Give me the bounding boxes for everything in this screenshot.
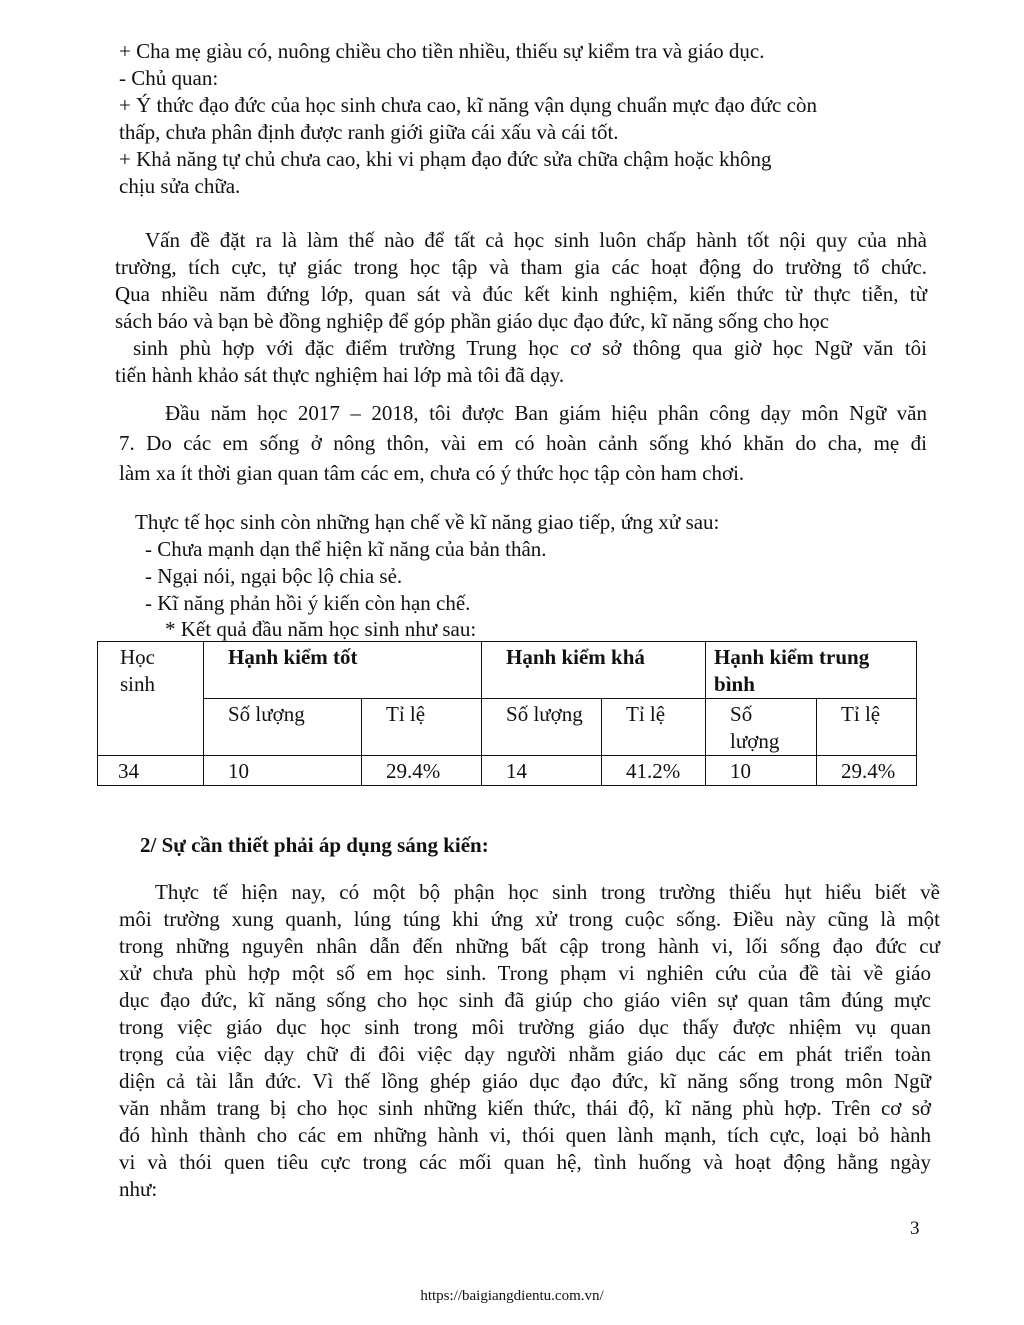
conduct-results-table <box>97 641 917 786</box>
problem-line: tiến hành khảo sát thực nghiệm hai lớp mà tôi đã dạy. <box>115 363 565 387</box>
problem-line: Qua nhiều năm đứng lớp, quan sát và đúc kết kinh nghiệm, kiến thức từ thực tiễn, từ <box>115 282 927 306</box>
header-good-conduct: Hạnh kiểm tốt <box>204 642 482 699</box>
cell-avg-count: 10 <box>706 756 817 786</box>
year-intro-line: làm xa ít thời gian quan tâm các em, chưa có ý thức học tập còn ham chơi. <box>119 461 745 485</box>
section-line: trọng của việc dạy chữ đi đôi việc dạy người nhằm giáo dục các em phát triển toàn <box>119 1042 931 1066</box>
cell-good-ratio: 29.4% <box>362 756 482 786</box>
subheader-ratio: Tỉ lệ <box>602 699 706 756</box>
section-line: trong những nguyên nhân dẫn đến những bất cập trong hành vi, lối sống đạo đức cư <box>119 934 940 958</box>
cause-line: chịu sửa chữa. <box>119 174 241 198</box>
section-line: diện cả tài lẫn đức. Vì thế lồng ghép giáo dục đạo đức, kĩ năng sống trong môn Ngữ <box>119 1069 931 1093</box>
section-line: môi trường xung quanh, lúng túng khi ứng xử trong cuộc sống. Điều này cũng là một <box>119 907 940 931</box>
subheader-ratio: Tỉ lệ <box>817 699 917 756</box>
section-line: xử chưa phù hợp một số em học sinh. Trong phạm vi nghiên cứu của đề tài về giáo <box>119 961 931 985</box>
problem-line: sinh phù hợp với đặc điểm trường Trung học cơ sở thông qua giờ học Ngữ văn tôi <box>133 336 927 360</box>
cell-good-count: 10 <box>204 756 362 786</box>
header-average-conduct: Hạnh kiểm trung bình <box>706 642 917 699</box>
subheader-count: Số lượng <box>204 699 362 756</box>
subheader-count: Số lượng <box>706 699 817 756</box>
cell-fair-ratio: 41.2% <box>602 756 706 786</box>
header-fair-conduct: Hạnh kiểm khá <box>482 642 706 699</box>
limits-intro: Thực tế học sinh còn những hạn chế về kĩ năng giao tiếp, ứng xử sau: <box>135 510 720 534</box>
limit-item: - Kĩ năng phản hồi ý kiến còn hạn chế. <box>145 591 471 615</box>
cell-fair-count: 14 <box>482 756 602 786</box>
problem-line: sách báo và bạn bè đồng nghiệp để góp phần giáo dục đạo đức, kĩ năng sống cho học <box>115 309 830 333</box>
section-line: như: <box>119 1177 158 1201</box>
problem-line: trường, tích cực, tự giác trong học tập và tham gia các hoạt động do trường tổ chức. <box>115 255 927 279</box>
cell-students: 34 <box>98 756 204 786</box>
cause-line: + Cha mẹ giàu có, nuông chiều cho tiền nhiều, thiếu sự kiểm tra và giáo dục. <box>119 39 765 63</box>
page-number: 3 <box>910 1218 920 1239</box>
year-intro-line: Đầu năm học 2017 – 2018, tôi được Ban giám hiệu phân công dạy môn Ngữ văn <box>165 401 927 425</box>
year-intro-line: 7. Do các em sống ở nông thôn, vài em có hoàn cảnh sống khó khăn do cha, mẹ đi <box>119 431 927 455</box>
limit-item: - Ngại nói, ngại bộc lộ chia sẻ. <box>145 564 403 588</box>
result-caption: * Kết quả đầu năm học sinh như sau: <box>165 617 477 641</box>
section-line: trong việc giáo dục học sinh trong môi trường giáo dục thấy được nhiệm vụ quan <box>119 1015 931 1039</box>
table-row <box>98 756 917 786</box>
problem-line: Vấn đề đặt ra là làm thế nào để tất cả học sinh luôn chấp hành tốt nội quy của nhà <box>145 228 927 252</box>
cause-line: thấp, chưa phân định được ranh giới giữa cái xấu và cái tốt. <box>119 120 619 144</box>
section-heading: 2/ Sự cần thiết phải áp dụng sáng kiến: <box>140 833 489 857</box>
cause-line: - Chủ quan: <box>119 66 219 90</box>
cause-line: + Khả năng tự chủ chưa cao, khi vi phạm đạo đức sửa chữa chậm hoặc không <box>119 147 772 171</box>
section-line: văn nhằm trang bị cho học sinh những kiến thức, thái độ, kĩ năng phù hợp. Trên cơ sở <box>119 1096 931 1120</box>
cause-line: + Ý thức đạo đức của học sinh chưa cao, kĩ năng vận dụng chuẩn mực đạo đức còn <box>119 93 817 117</box>
section-line: dục đạo đức, kĩ năng sống cho học sinh đã giúp cho giáo viên sự quan tâm đúng mực <box>119 988 931 1012</box>
cell-avg-ratio: 29.4% <box>817 756 917 786</box>
section-line: vi và thói quen tiêu cực trong các mối quan hệ, tình huống và hoạt động hằng ngày <box>119 1150 931 1174</box>
limit-item: - Chưa mạnh dạn thể hiện kĩ năng của bản thân. <box>145 537 547 561</box>
header-students: Học sinh <box>98 642 204 756</box>
footer-url[interactable]: https://baigiangdientu.com.vn/ <box>420 1288 604 1304</box>
subheader-count: Số lượng <box>482 699 602 756</box>
section-line: đó hình thành cho các em những hành vi, thói quen lành mạnh, tích cực, loại bỏ hành <box>119 1123 931 1147</box>
section-line: Thực tế hiện nay, có một bộ phận học sinh trong trường thiếu hụt hiểu biết về <box>155 880 940 904</box>
subheader-ratio: Tỉ lệ <box>362 699 482 756</box>
